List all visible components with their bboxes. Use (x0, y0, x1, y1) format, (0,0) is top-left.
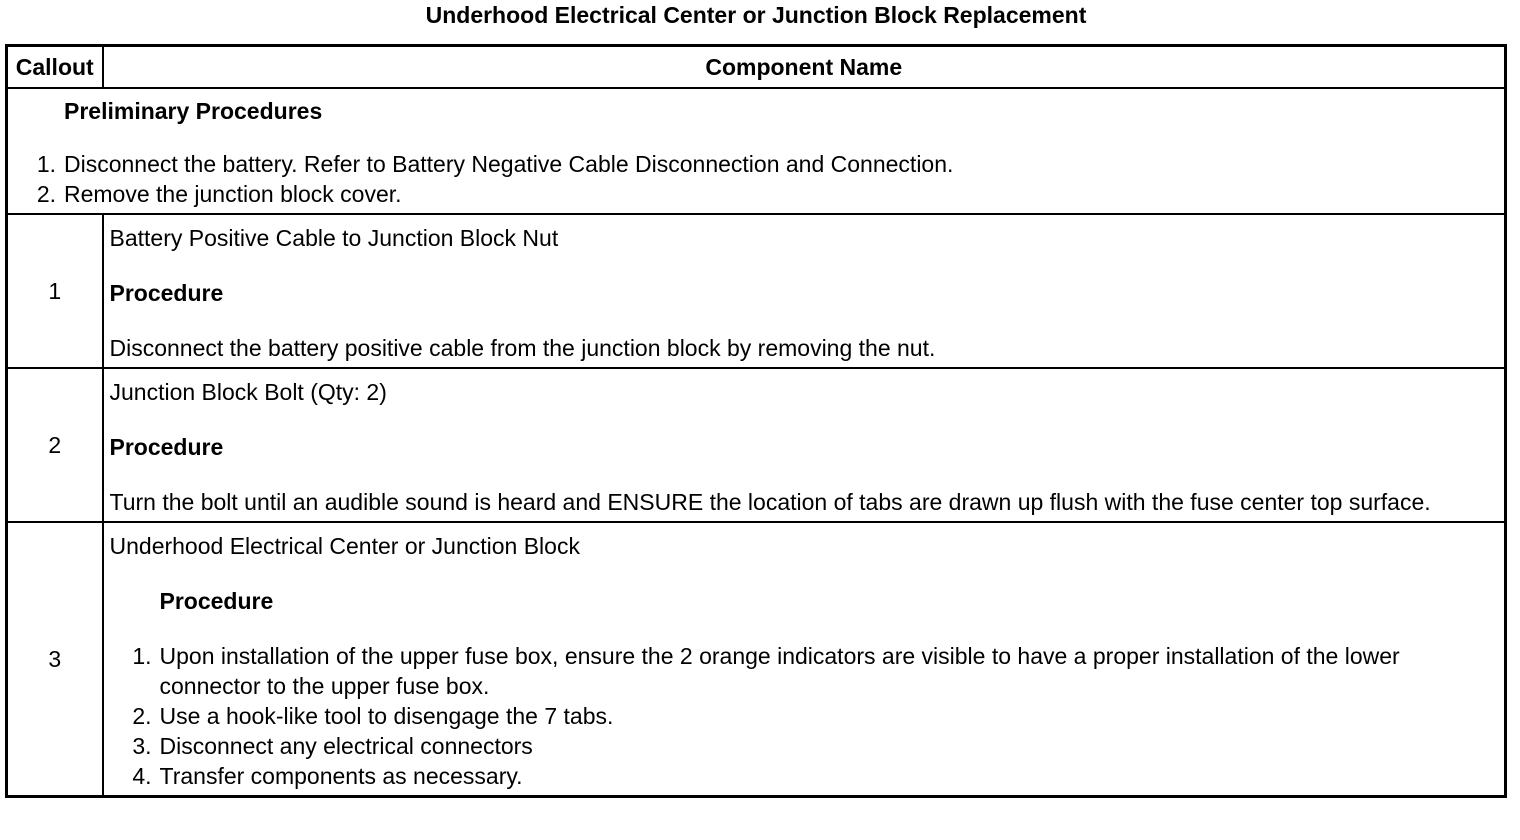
list-item (110, 701, 1497, 731)
step-text: Transfer components as necessary. (159, 763, 523, 789)
procedure-text: Turn the bolt until an audible sound is heard and ENSURE the location of tabs are drawn up flush with the fuse center top surface. (109, 489, 1431, 515)
step-number: 2. (132, 703, 152, 729)
procedure-table (5, 44, 1507, 798)
preliminary-steps (8, 149, 1504, 209)
callout-number: 3 (7, 522, 103, 797)
callout-header: Callout (7, 46, 103, 89)
step-number: 1. (36, 151, 56, 177)
component-cell (103, 522, 1506, 797)
component-name: Battery Positive Cable to Junction Block Nut (109, 225, 559, 251)
step-text: Disconnect any electrical connectors (159, 733, 533, 759)
table-row (7, 522, 1506, 797)
list-item (110, 731, 1497, 761)
component-name-header: Component Name (103, 46, 1506, 89)
step-number: 4. (132, 763, 152, 789)
procedure-text: Disconnect the battery positive cable from the junction block by removing the nut. (109, 335, 936, 361)
procedure-steps (110, 641, 1497, 791)
table-header-row (7, 46, 1506, 89)
callout-number: 2 (7, 368, 103, 522)
step-text: Remove the junction block cover. (64, 181, 402, 207)
step-number: 2. (36, 181, 56, 207)
procedure-label: Procedure (109, 434, 224, 460)
callout-number: 1 (7, 214, 103, 368)
preliminary-row (7, 88, 1506, 214)
list-item (110, 641, 1497, 701)
step-number: 1. (132, 643, 152, 669)
component-name: Junction Block Bolt (Qty: 2) (109, 379, 387, 405)
procedure-label: Procedure (159, 588, 274, 614)
component-name: Underhood Electrical Center or Junction Block (109, 533, 580, 559)
step-number: 3. (132, 733, 152, 759)
step-text: Upon installation of the upper fuse box, ensure the 2 orange indicators are visible to have a proper installation of the lower connector to the upper fuse box. (159, 643, 1400, 699)
component-cell (103, 214, 1506, 368)
page-title: Underhood Electrical Center or Junction Block Replacement (425, 2, 1087, 28)
list-item (8, 149, 1504, 179)
table-row (7, 214, 1506, 368)
table-row (7, 368, 1506, 522)
step-text: Disconnect the battery. Refer to Battery Negative Cable Disconnection and Connection. (64, 151, 954, 177)
step-text: Use a hook-like tool to disengage the 7 tabs. (159, 703, 614, 729)
list-item (110, 761, 1497, 791)
procedure-label: Procedure (109, 280, 224, 306)
preliminary-cell (7, 88, 1506, 214)
list-item (8, 179, 1504, 209)
component-cell (103, 368, 1506, 522)
preliminary-heading: Preliminary Procedures (64, 98, 323, 124)
